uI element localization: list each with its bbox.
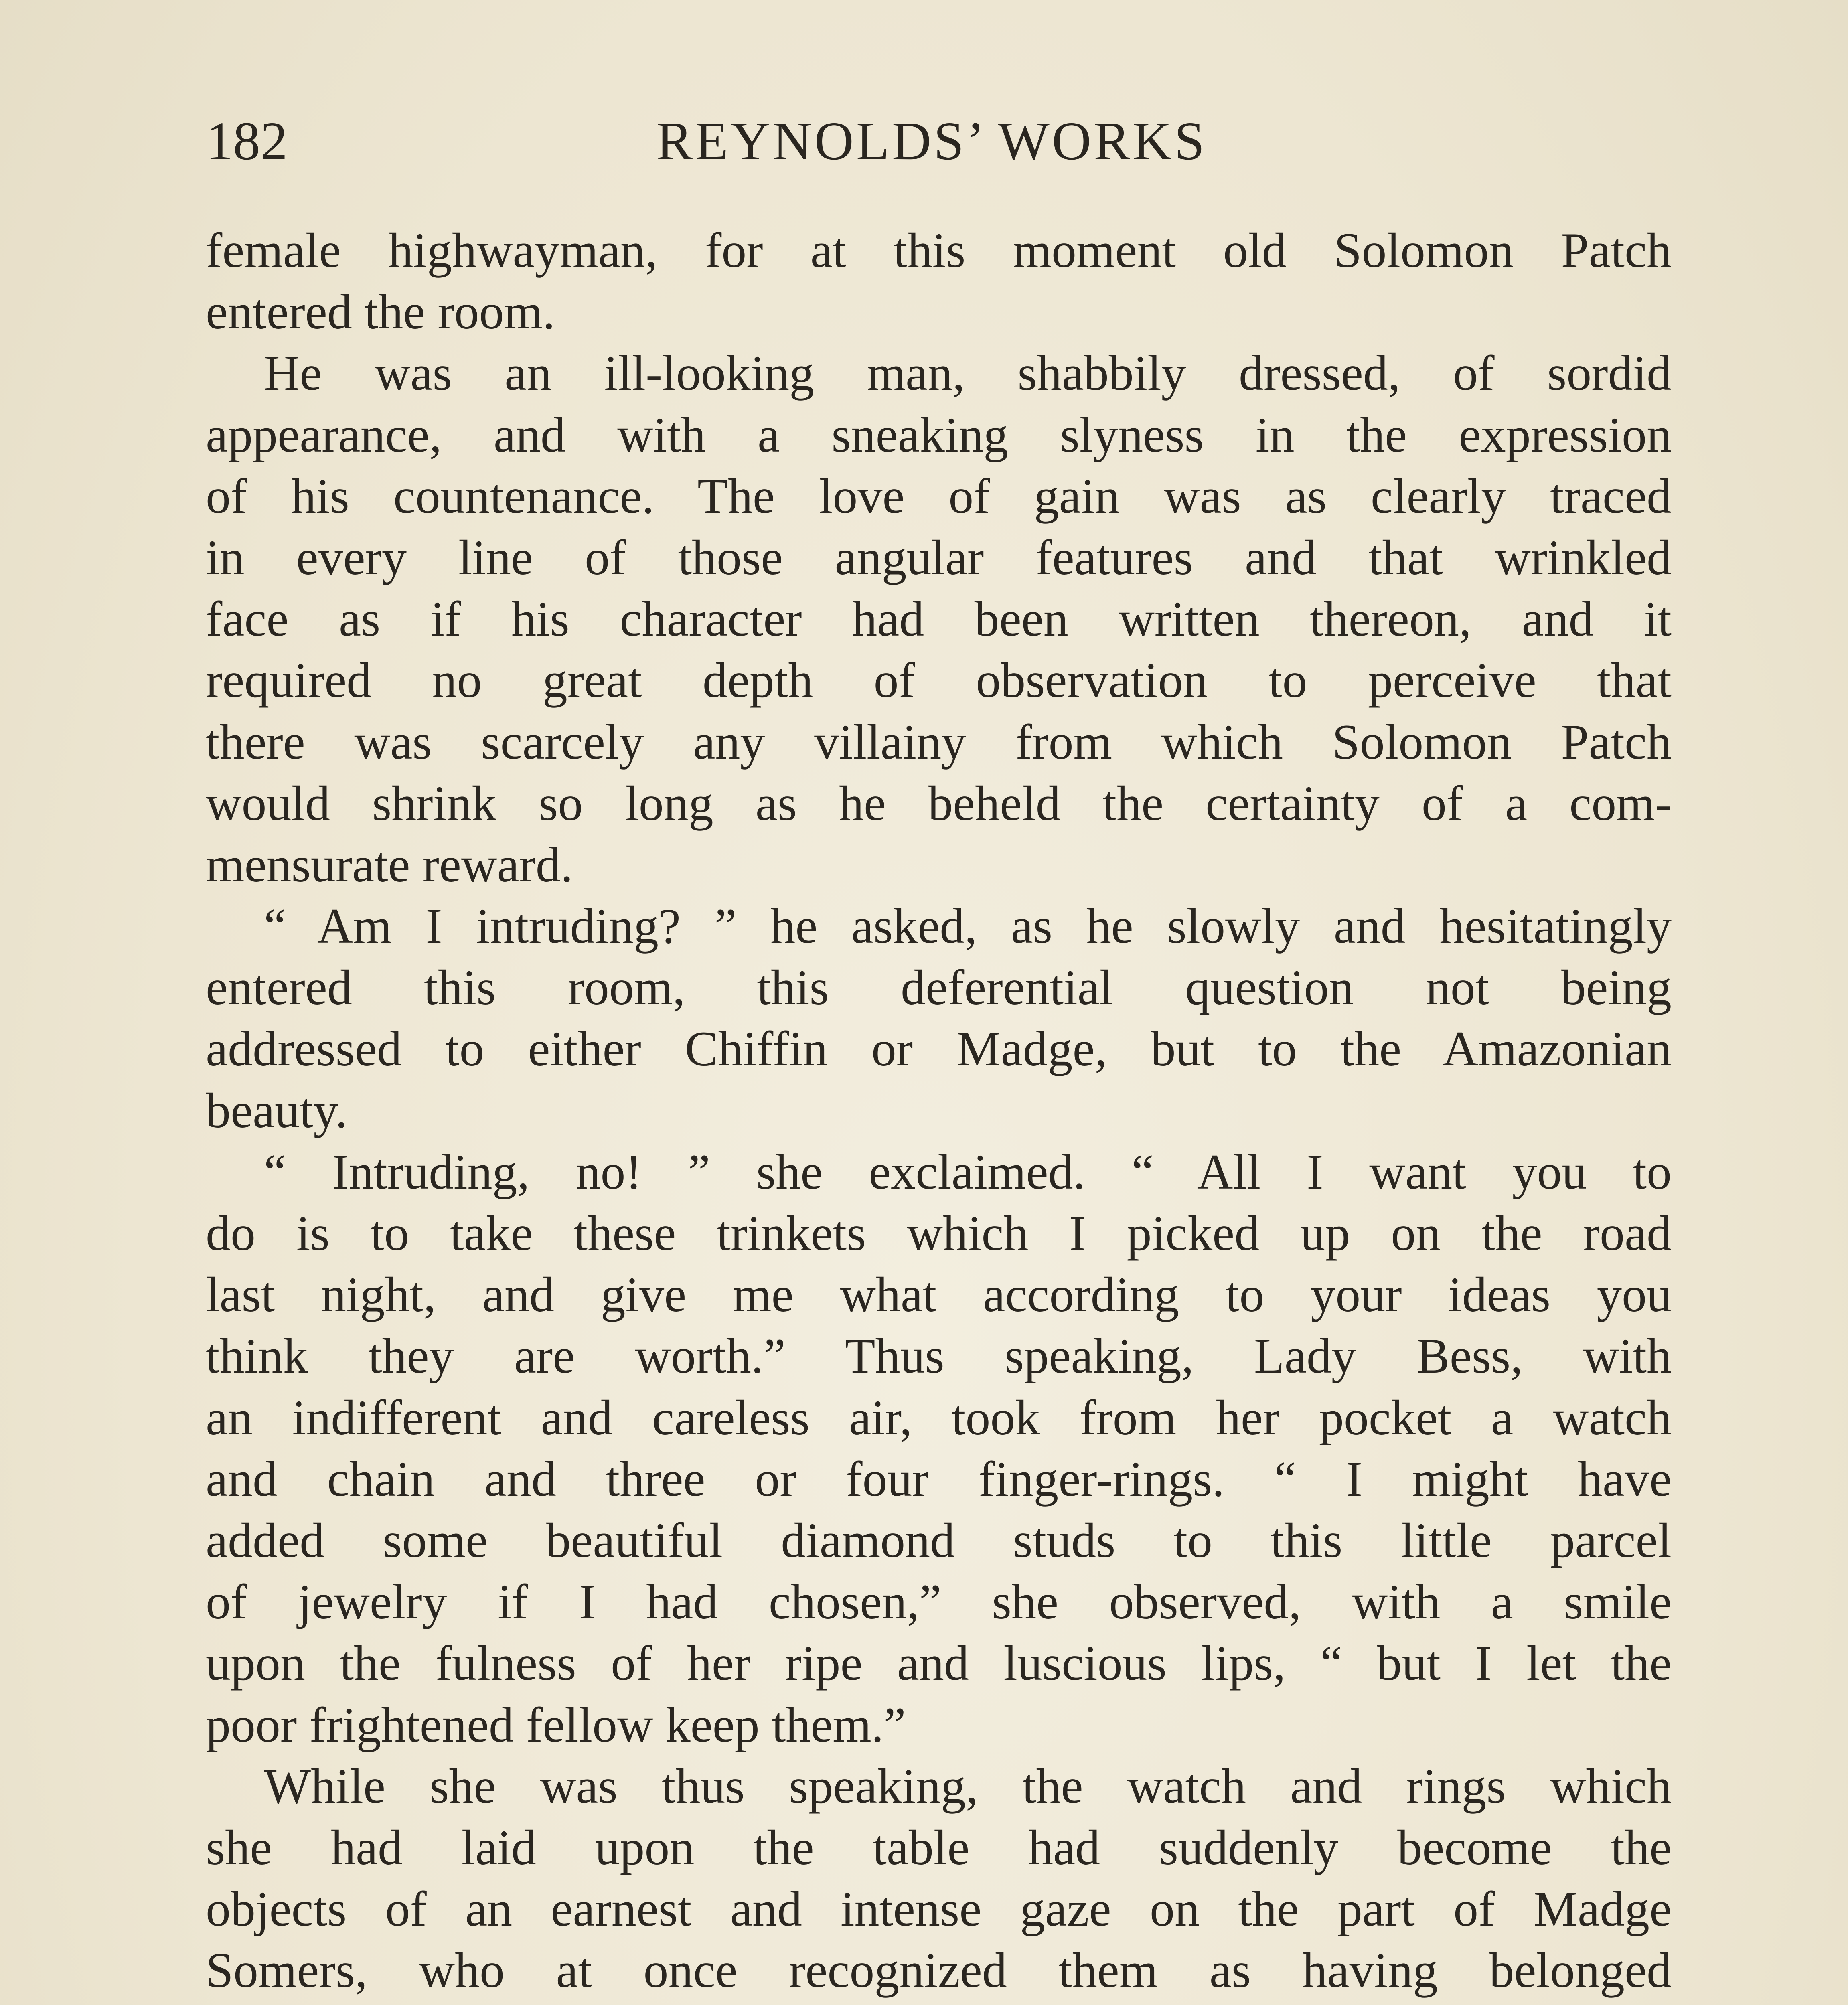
text-line: in every line of those angular features and that wrinkled (206, 530, 1672, 585)
text-line: entered this room, this deferential question not being (206, 960, 1672, 1015)
text-line: do is to take these trinkets which I picked up on the road (206, 1206, 1672, 1261)
text-line: last night, and give me what according to your ideas you (206, 1267, 1672, 1322)
text-line: mensurate reward. (206, 837, 573, 892)
text-line: would shrink so long as he beheld the certainty of a com- (206, 776, 1672, 831)
text-line: While she was thus speaking, the watch and rings which (264, 1758, 1672, 1814)
text-line: He was an ill-looking man, shabbily dressed, of sordid (264, 346, 1672, 401)
text-line: female highwayman, for at this moment old Solomon Patch (206, 223, 1672, 278)
text-line: objects of an earnest and intense gaze on the part of Madge (206, 1881, 1672, 1937)
text-line: think they are worth.” Thus speaking, Lady Bess, with (206, 1329, 1672, 1384)
text-line: appearance, and with a sneaking slyness in the expression (206, 407, 1672, 462)
text-line: entered the room. (206, 284, 555, 340)
text-line: of jewelry if I had chosen,” she observed, with a smile (206, 1574, 1672, 1630)
text-line: beauty. (206, 1083, 348, 1138)
text-line: and chain and three or four finger-rings. “ I might have (206, 1451, 1672, 1507)
text-line: poor frightened fellow keep them.” (206, 1697, 906, 1752)
text-line: “ Intruding, no! ” she exclaimed. “ All I want you to (264, 1144, 1672, 1199)
text-line: upon the fulness of her ripe and luscious lips, “ but I let the (206, 1636, 1672, 1691)
page-header (206, 105, 1672, 177)
text-line: Somers, who at once recognized them as having belonged (206, 1943, 1672, 1998)
text-line: an indifferent and careless air, took from her pocket a watch (206, 1390, 1672, 1445)
text-line: required no great depth of observation to perceive that (206, 653, 1672, 708)
text-line: there was scarcely any villainy from which Solomon Patch (206, 714, 1672, 770)
text-line: addressed to either Chiffin or Madge, but to the Amazonian (206, 1021, 1672, 1077)
text-line: “ Am I intruding? ” he asked, as he slowly and hesitatingly (264, 899, 1672, 954)
text-line (206, 2001, 1672, 2005)
text-line: face as if his character had been written thereon, and it (206, 591, 1672, 647)
text-line: of his countenance. The love of gain was as clearly traced (206, 468, 1672, 524)
running-head: REYNOLDS’ WORKS (656, 111, 1207, 171)
text-line: added some beautiful diamond studs to this little parcel (206, 1513, 1672, 1568)
body-text (206, 220, 1672, 2005)
text-line: she had laid upon the table had suddenly become the (206, 1820, 1672, 1875)
page-number: 182 (206, 111, 288, 171)
